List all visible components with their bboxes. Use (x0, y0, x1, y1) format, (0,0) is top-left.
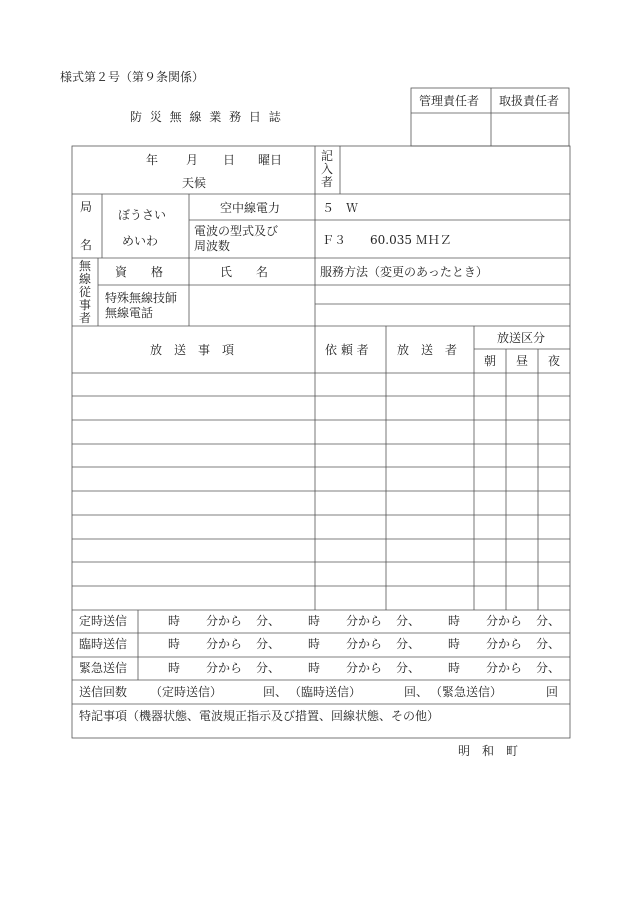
transmission-row-label: 臨時送信 (79, 637, 128, 651)
hour-unit: 時 (308, 637, 321, 651)
hour-unit: 時 (168, 637, 181, 651)
minutes-from-unit: 分から (486, 614, 523, 628)
requester-header: 依 頼 者 (325, 343, 369, 357)
remarks-field[interactable] (73, 724, 569, 737)
minutes-from-unit: 分から (206, 661, 243, 675)
broadcast-entry-row[interactable] (73, 563, 569, 585)
broadcaster-header: 放 送 者 (397, 343, 458, 357)
year-label: 年 (146, 153, 159, 167)
minutes-to-unit: 分、 (396, 637, 421, 651)
counts-times2: 回、 (404, 685, 429, 699)
transmission-row-label: 定時送信 (79, 614, 128, 628)
minutes-to-unit: 分、 (256, 661, 281, 675)
minutes-to-unit: 分、 (536, 614, 561, 628)
minutes-from-unit: 分から (206, 614, 243, 628)
emission-label-line2: 周波数 (194, 239, 231, 253)
minutes-to-unit: 分、 (396, 614, 421, 628)
counts-times3: 回 (546, 685, 559, 699)
weather-label: 天候 (182, 176, 207, 190)
station-label-top: 局 (80, 200, 93, 214)
station-name-line2: めいわ (122, 234, 159, 248)
hour-unit: 時 (448, 614, 461, 628)
weekday-label: 曜日 (258, 153, 283, 167)
form-title: 防 災 無 線 業 務 日 誌 (130, 110, 283, 124)
broadcast-entry-row[interactable] (73, 397, 569, 419)
minutes-to-unit: 分、 (256, 614, 281, 628)
counts-regular: （定時送信） (150, 685, 223, 699)
recorder-field[interactable] (341, 147, 569, 193)
service-method-field-1[interactable] (316, 286, 569, 303)
broadcast-entry-row[interactable] (73, 587, 569, 609)
category-night: 夜 (548, 354, 561, 368)
station-name-line1: ぼうさい (118, 208, 167, 222)
hour-unit: 時 (168, 614, 181, 628)
qualification-line2: 無線電話 (105, 306, 154, 320)
power-label: 空中線電力 (220, 201, 281, 215)
counts-times1: 回、 (263, 685, 288, 699)
manager-signature-field[interactable] (412, 114, 490, 145)
handler-signature-field[interactable] (492, 114, 569, 145)
counts-label: 送信回数 (79, 685, 128, 699)
handler-label: 取扱責任者 (499, 94, 560, 108)
category-morning: 朝 (484, 354, 497, 368)
category-noon: 昼 (516, 354, 529, 368)
emission-label-line1: 電波の型式及び (194, 224, 279, 238)
operator-name-field[interactable] (190, 286, 314, 325)
minutes-from-unit: 分から (206, 637, 243, 651)
transmission-row-label: 緊急送信 (79, 661, 128, 675)
manager-label: 管理責任者 (419, 94, 480, 108)
hour-unit: 時 (308, 661, 321, 675)
emission-value: Ｆ３ 60.035 ＭＨＺ (322, 233, 452, 247)
minutes-from-unit: 分から (346, 661, 383, 675)
broadcast-entry-row[interactable] (73, 374, 569, 395)
hour-unit: 時 (448, 661, 461, 675)
minutes-to-unit: 分、 (536, 661, 561, 675)
broadcast-entry-row[interactable] (73, 421, 569, 443)
remarks-label: 特記事項（機器状態、電波規正指示及び措置、回線状態、その他） (79, 709, 440, 723)
operators-side-label: 無線従事者 (78, 259, 91, 325)
hour-unit: 時 (308, 614, 321, 628)
operator-name-header: 氏 名 (220, 265, 269, 279)
minutes-from-unit: 分から (486, 661, 523, 675)
day-label: 日 (223, 153, 236, 167)
counts-temporary: （臨時送信） (289, 685, 362, 699)
hour-unit: 時 (448, 637, 461, 651)
broadcast-entry-row[interactable] (73, 445, 569, 466)
qualification-line1: 特殊無線技師 (105, 291, 178, 305)
minutes-to-unit: 分、 (396, 661, 421, 675)
station-label-bottom: 名 (80, 238, 93, 252)
month-label: 月 (186, 153, 199, 167)
form-number: 様式第２号（第９条関係） (60, 70, 205, 84)
counts-emergency: （緊急送信） (430, 685, 503, 699)
qualification-header: 資 格 (115, 265, 164, 279)
recorder-label: 記入者 (320, 149, 333, 189)
broadcast-entry-row[interactable] (73, 540, 569, 561)
broadcast-matter-header: 放 送 事 項 (150, 343, 235, 357)
minutes-from-unit: 分から (346, 614, 383, 628)
hour-unit: 時 (168, 661, 181, 675)
minutes-to-unit: 分、 (256, 637, 281, 651)
broadcast-entry-row[interactable] (73, 516, 569, 538)
broadcast-entry-row[interactable] (73, 468, 569, 490)
power-value: ５ Ｗ (322, 201, 359, 215)
footer-town: 明 和 町 (458, 744, 519, 758)
minutes-from-unit: 分から (486, 637, 523, 651)
broadcast-entry-row[interactable] (73, 492, 569, 514)
minutes-from-unit: 分から (346, 637, 383, 651)
minutes-to-unit: 分、 (536, 637, 561, 651)
service-method-field-2[interactable] (316, 305, 569, 325)
category-header: 放送区分 (497, 331, 546, 345)
service-method-header: 服務方法（変更のあったとき） (320, 265, 488, 279)
